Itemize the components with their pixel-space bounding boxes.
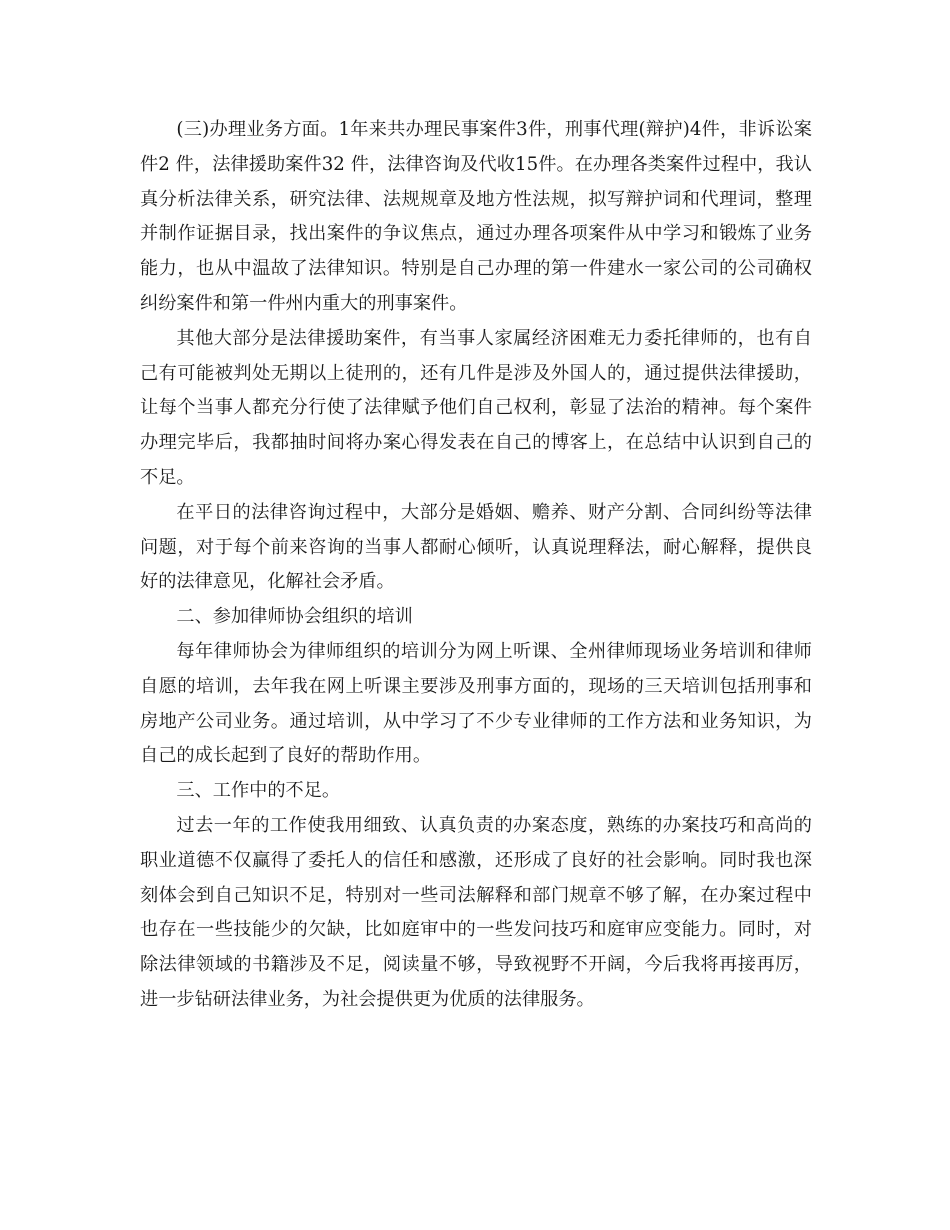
document-body [140,113,812,1018]
paragraph-training: 每年律师协会为律师组织的培训分为网上听课、全州律师现场业务培训和律师自愿的培训，去年我在网上听课主要涉及刑事方面的，现场的三天培训包括刑事和房地产公司业务。通过培训，从中学习了不少专业律师的工作方法和业务知识，为自己的成长起到了良好的帮助作用。 [140,640,812,767]
paragraph-legal-consulting: 在平日的法律咨询过程中，大部分是婚姻、赡养、财产分割、合同纠纷等法律问题，对于每个前来咨询的当事人都耐心倾听，认真说理释法，耐心解释，提供良好的法律意见，化解社会矛盾。 [140,501,812,593]
section-heading-training: 二、参加律师协会组织的培训 [176,606,413,628]
section-heading-shortcomings: 三、工作中的不足。 [176,780,341,802]
paragraph-case-handling: (三)办理业务方面。1年来共办理民事案件3件，刑事代理(辩护)4件，非诉讼案件2 件，法律援助案件32 件，法律咨询及代收15件。在办理各类案件过程中，我认真分析法律关系，研究法律、法规规章及地方性法规，拟写辩护词和代理词，整理并制作证据目录，找出案件的争议焦点，通过办理各项案件从中学习和锻炼了业务能力，也从中温故了法律知识。特别是自己办理的第一件建水一家公司的公司确权纠纷案件和第一件州内重大的刑事案件。 [140,119,812,314]
paragraph-legal-aid: 其他大部分是法律援助案件，有当事人家属经济困难无力委托律师的，也有自己有可能被判处无期以上徒刑的，还有几件是涉及外国人的，通过提供法律援助，让每个当事人都充分行使了法律赋予他们自己权利，彰显了法治的精神。每个案件办理完毕后，我都抽时间将办案心得发表在自己的博客上，在总结中认识到自己的不足。 [140,327,812,488]
paragraph-shortcomings: 过去一年的工作使我用细致、认真负责的办案态度，熟练的办案技巧和高尚的职业道德不仅赢得了委托人的信任和感激，还形成了良好的社会影响。同时我也深刻体会到自己知识不足，特别对一些司法解释和部门规章不够了解，在办案过程中也存在一些技能少的欠缺，比如庭审中的一些发问技巧和庭审应变能力。同时，对除法律领域的书籍涉及不足，阅读量不够，导致视野不开阔，今后我将再接再厉，进一步钻研法律业务，为社会提供更为优质的法律服务。 [140,814,812,1010]
